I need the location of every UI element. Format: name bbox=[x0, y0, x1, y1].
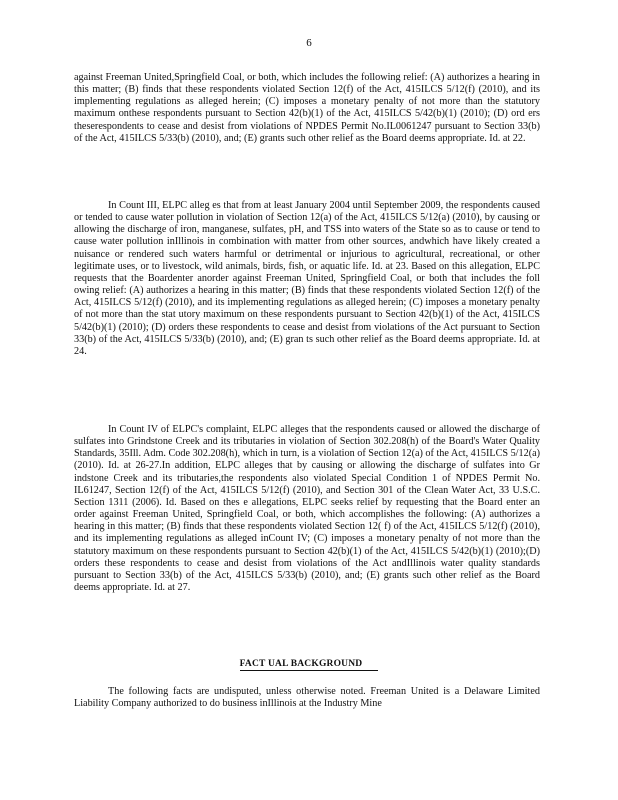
paragraph-factual-background bbox=[74, 686, 540, 710]
paragraph-count-iii bbox=[74, 200, 540, 358]
paragraph-text: In Count IV of ELPC's complaint, ELPC alleges that the respondents caused or allowed the discharge of sulfates into Grindstone Creek and its tributaries in violation of Section 302.208(h) of the Board's Water Quality Standards, 35Ill. Adm. Code 302.208(h), which in turn, is a violation of Section 12(a) of the Act, 415ILCS 5/12(a) (2010). Id. at 26-27.In addition, ELPC alleges that by causing or allowing the discharge of sulfates into Gr indstone Creek and its tributaries,the respondents also violated Special Condition 1 of NPDES Permit No. IL61247, Section 12(f) of the Act, 415ILCS 5/12(f) (2010), and Section 301 of the Clean Water Act, 33 U.S.C. Section 1311 (2006). Id. Based on thes e allegations, ELPC seeks relief by requesting that the Board enter an order against Freeman United, Springfield Coal, or both, which accomplishes the following: (A) authorizes a hearing in this matter; (B) finds that these respondents violated Section 12( f) of the Act, 415ILCS 5/12(f) (2010), and its implementing regulations as alleged inCount IV; (C) imposes a monetary penalty of not more than the statutory maximum on these respondents pursuant to Section 42(b)(1) of the Act, 415ILCS 5/42(b)(1) (2010);(D) orders these respondents to cease and desist from violations of the Act andIllinois water quality standards pursuant to Section 33(b) of the Act, 415ILCS 5/33(b) (2010), and; (E) grants such other relief as the Board deems appropriate. Id. at 27. bbox=[74, 424, 541, 594]
paragraph-text: In Count III, ELPC alleg es that from at least January 2004 until September 2009, the respondents caused or tended to cause water pollution in violation of Section 12(a) of the Act, 415ILCS 5/12(a) (2010), by causing or allowing the discharge of iron, manganese, sulfates, pH, and TSS into waters of the State so as to cause or tend to cause water pollution inIllinois in combination with matter from other sources, andwhich have likely created a nuisance or rendered such waters harmful or detrimental or injurious to agricultural, recreational, or other legitimate uses, or to livestock, wild animals, birds, fish, or aquatic life. Id. at 23. Based on this allegation, ELPC requests that the Boardenter anorder against Freeman United, Springfield Coal, or both that includes the foll owing relief: (A) authorizes a hearing in this matter; (B) finds that these respondents violated Section 12(f) of the Act, 415ILCS 5/12(f) (2010), and its implementing regulations as alleged herein; (C) imposes a monetary penalty of not more than the stat utory maximum on these respondents pursuant to Section 42(b)(1) of the Act, 415ILCS 5/42(b)(1) (2010); (D) orders these respondents to cease and desist from violations of the Act pursuant to Section 33(b) of the Act, 415ILCS 5/33(b) (2010), and; (E) gran ts such other relief as the Board deems appropriate. Id. at 24. bbox=[74, 200, 540, 357]
paragraph-count-ii-relief bbox=[74, 72, 540, 145]
paragraph-count-iv bbox=[74, 424, 540, 594]
section-heading bbox=[0, 658, 618, 670]
section-heading-text: FACT UAL BACKGROUND bbox=[240, 659, 379, 671]
page-number: 6 bbox=[306, 37, 312, 49]
paragraph-text: against Freeman United,Springfield Coal, or both, which includes the following relief: (A) authorizes a hearing in this matter; (B) finds that these respondents violated Section 12(f) of the Act, 415ILCS 5/12(f) (2010), and its implementing regulations as alleged herein; (C) imposes a monetary penalty of not more than the statutory maximum onthese respondents pursuant to Section 42(b)(1) of the Act, 415ILCS 5/42(b)(1) (2010); (D) ord ers theserespondents to cease and desist from violations of NPDES Permit No.IL0061247 pursuant to Section 33(b) of the Act, 415ILCS 5/33(b) (2010), and; (E) grants such other relief as the Board deems appropriate. Id. at 22. bbox=[74, 72, 540, 144]
paragraph-text: The following facts are undisputed, unless otherwise noted. Freeman United is a Delaware Limited Liability Company authorized to do business inIllinois at the Industry Mine bbox=[74, 686, 540, 710]
